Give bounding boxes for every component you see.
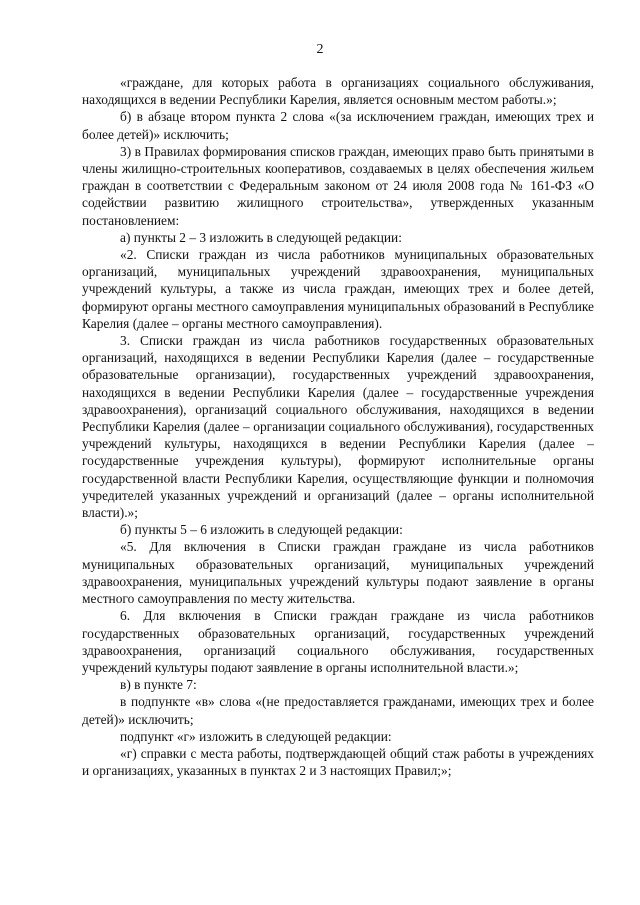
paragraph: 3) в Правилах формирования списков граждан, имеющих право быть принятыми в члены жилищно-строительных кооперативов, создаваемых в целях обеспечения жильем граждан в соответствии с Федеральным законом от 24 июля 2008 года № 161-ФЗ «О содействии развитию жилищного строительства», утвержденных указанным постановлением: [82,143,594,228]
paragraph: подпункт «г» изложить в следующей редакции: [120,728,392,744]
paragraph: 3. Списки граждан из числа работников государственных образовательных организаций, находящихся в ведении Республики Карелия (далее – государственные образовательные организации), государственных учреждений здравоохранения, находящихся в ведении Республики Карелия (далее – государственные учреждения здравоохранения), организаций социального обслуживания, находящихся в ведении Республики Карелия (далее – организации социального обслуживания), государственных учреждений культуры, находящихся в ведении Республики Карелия (далее – государственные учреждения культуры), формируют исполнительные органы государственной власти Республики Карелия, осуществляющие функции и полномочия учредителей указанных учреждений и организаций (далее – органы исполнительной власти).»; [82,333,594,521]
paragraph: в) в пункте 7: [120,677,197,693]
paragraph: б) в абзаце втором пункта 2 слова «(за исключением граждан, имеющих трех и более детей)» исключить; [82,109,594,142]
paragraph: а) пункты 2 – 3 изложить в следующей редакции: [120,229,402,245]
paragraph: в подпункте «в» слова «(не предоставляется гражданами, имеющих трех и более детей)» исключить; [82,694,594,727]
paragraph: 6. Для включения в Списки граждан граждане из числа работников государственных образовательных организаций, государственных учреждений здравоохранения, организаций социального обслуживания, государственных учреждений культуры подают заявление в органы исполнительной власти.»; [82,608,594,675]
paragraph: «2. Списки граждан из числа работников муниципальных образовательных организаций, муниципальных учреждений здравоохранения, муниципальных учреждений культуры, а также из числа граждан, имеющих трех и более детей, формируют органы местного самоуправления муниципальных образований в Республике Карелия (далее – органы местного самоуправления). [82,247,594,331]
page-number: 2 [316,42,324,57]
paragraph: «г) справки с места работы, подтверждающей общий стаж работы в учреждениях и организациях, указанных в пунктах 2 и 3 настоящих Правил;»; [82,745,594,779]
paragraph: «граждане, для которых работа в организациях социального обслуживания, находящихся в ведении Республики Карелия, является основным местом работы.»; [82,75,594,108]
paragraph: «5. Для включения в Списки граждан граждане из числа работников муниципальных образовательных организаций, муниципальных учреждений здравоохранения, муниципальных учреждений культуры подают заявление в органы местного самоуправления по месту жительства. [82,539,594,607]
paragraph: б) пункты 5 – 6 изложить в следующей редакции: [120,522,403,538]
document-body [82,74,594,779]
